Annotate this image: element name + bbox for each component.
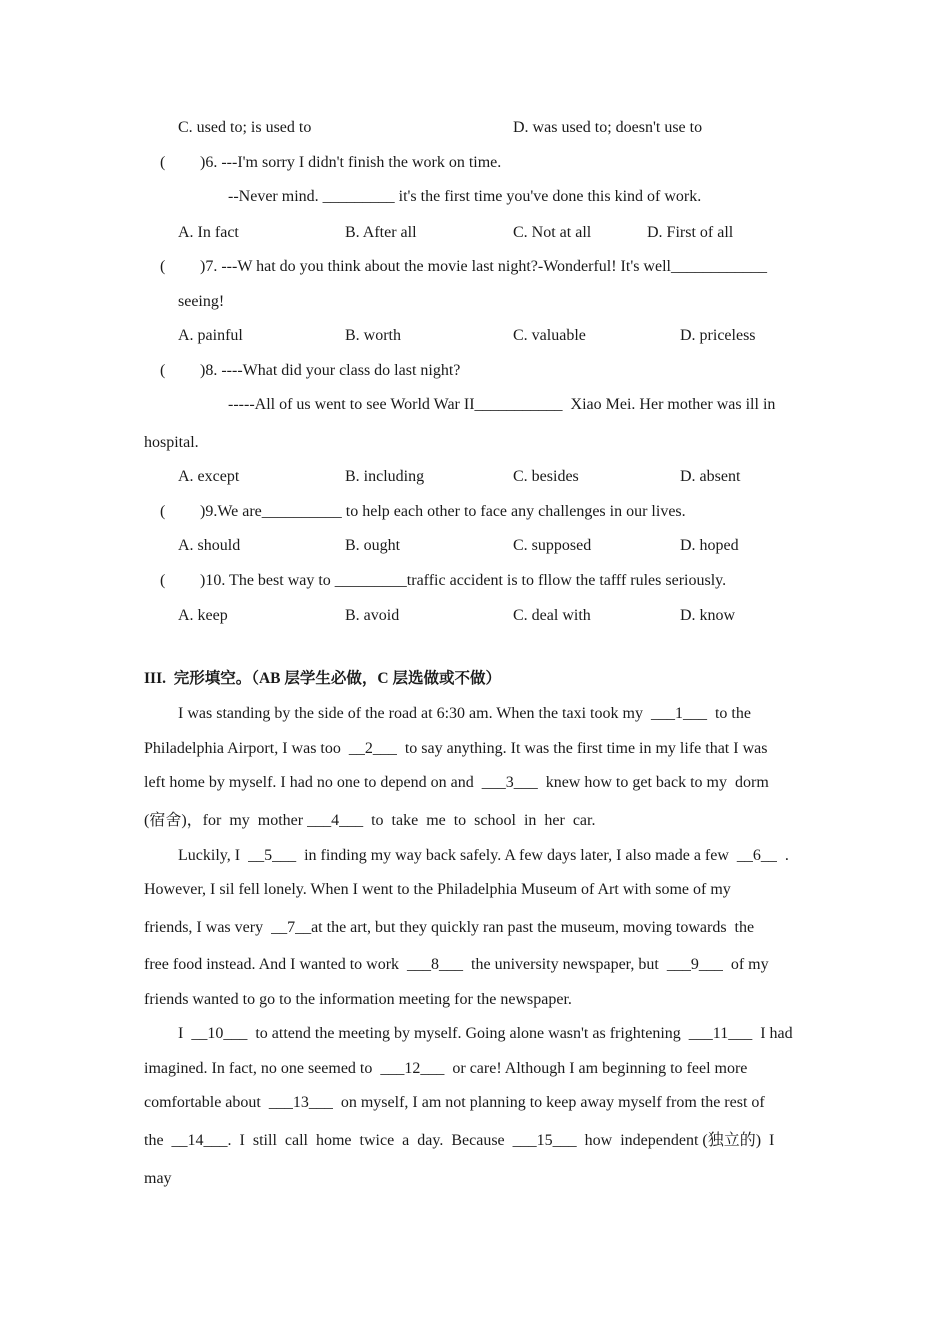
- q6-answer-paren: (: [160, 154, 166, 171]
- cloze-blank: ___3___: [481, 774, 538, 791]
- q8-reply-continuation: hospital.: [144, 434, 199, 451]
- cloze-line: free food instead. And I wanted to work ___8___ the university newspaper, but ___9___ of my: [144, 956, 769, 973]
- cloze-blank: ___4___: [307, 812, 364, 829]
- cloze-blank: __14___: [171, 1132, 228, 1149]
- cloze-line: the __14___. I still call home twice a day. Because ___15___ how independent (独立的) I: [144, 1132, 775, 1149]
- q8-option-c: C. besides: [513, 468, 579, 485]
- cloze-blank: __7__: [271, 919, 312, 936]
- cloze-line: friends, I was very __7__at the art, but they quickly ran past the museum, moving towards the: [144, 919, 755, 936]
- q7-stem: )7. ---W hat do you think about the movie last night?-Wonderful! It's well____________: [200, 258, 767, 275]
- q9-option-d: D. hoped: [680, 537, 739, 554]
- cloze-blank: ___11___: [688, 1025, 753, 1042]
- cloze-line: (宿舍)，for my mother ___4___ to take me to school in her car.: [144, 812, 596, 829]
- q8-option-d: D. absent: [680, 468, 741, 485]
- cloze-blank: ___13___: [268, 1094, 333, 1111]
- q9-answer-paren: (: [160, 503, 166, 520]
- q6-stem: )6. ---I'm sorry I didn't finish the work on time.: [200, 154, 502, 171]
- section-heading: III. 完形填空。（AB 层学生必做，C 层选做或不做）: [144, 670, 501, 687]
- q9-option-a: A. should: [178, 537, 241, 554]
- q9-option-c: C. supposed: [513, 537, 592, 554]
- q6-reply: --Never mind. _________ it's the first time you've done this kind of work.: [228, 188, 702, 205]
- q8-stem: )8. ----What did your class do last night?: [200, 362, 461, 379]
- cloze-blank: __6__: [736, 847, 777, 864]
- q9-stem: )9.We are__________ to help each other to face any challenges in our lives.: [200, 503, 686, 520]
- q10-option-a: A. keep: [178, 607, 228, 624]
- q6-option-d: D. First of all: [647, 224, 734, 241]
- cloze-blank: ___9___: [666, 956, 723, 973]
- cloze-blank: __10___: [191, 1025, 248, 1042]
- q6-option-a: A. In fact: [178, 224, 239, 241]
- q8-answer-paren: (: [160, 362, 166, 379]
- q10-stem: )10. The best way to _________traffic accident is to fllow the tafff rules seriously.: [200, 572, 727, 589]
- q8-option-a: A. except: [178, 468, 240, 485]
- q7-option-b: B. worth: [345, 327, 401, 344]
- q7-answer-paren: (: [160, 258, 166, 275]
- cloze-blank: ___15___: [512, 1132, 577, 1149]
- cloze-blank: __2___: [348, 740, 397, 757]
- cloze-line: imagined. In fact, no one seemed to ___12___ or care! Although I am beginning to feel more: [144, 1060, 748, 1077]
- q8-option-b: B. including: [345, 468, 425, 485]
- cloze-line: I was standing by the side of the road at 6:30 am. When the taxi took my ___1___ to the: [178, 705, 751, 722]
- q10-answer-paren: (: [160, 572, 166, 589]
- q9-option-b: B. ought: [345, 537, 401, 554]
- cloze-blank: ___8___: [407, 956, 464, 973]
- cloze-blank: ___1___: [650, 705, 707, 722]
- cloze-line: Luckily, I __5___ in finding my way back safely. A few days later, I also made a few __6__ .: [178, 847, 789, 864]
- q6-option-b: B. After all: [345, 224, 417, 241]
- q10-option-d: D. know: [680, 607, 736, 624]
- q10-option-b: B. avoid: [345, 607, 400, 624]
- cloze-line: Philadelphia Airport, I was too __2___ to say anything. It was the first time in my life that I was: [144, 740, 768, 757]
- q10-option-c: C. deal with: [513, 607, 591, 624]
- cloze-line: However, I sil fell lonely. When I went to the Philadelphia Museum of Art with some of my: [144, 881, 731, 898]
- q6-option-c: C. Not at all: [513, 224, 592, 241]
- cloze-line: comfortable about ___13___ on myself, I am not planning to keep away myself from the rest of: [144, 1094, 765, 1111]
- q5-option-d: D. was used to; doesn't use to: [513, 119, 703, 136]
- q5-option-c: C. used to; is used to: [178, 119, 312, 136]
- cloze-line: I __10___ to attend the meeting by myself. Going alone wasn't as frightening ___11___ I had: [178, 1025, 793, 1042]
- q7-stem-continuation: seeing!: [178, 293, 225, 310]
- q7-option-a: A. painful: [178, 327, 243, 344]
- q8-reply: -----All of us went to see World War II___________ Xiao Mei. Her mother was ill in: [228, 396, 776, 413]
- cloze-blank: __5___: [248, 847, 297, 864]
- cloze-blank: ___12___: [380, 1060, 445, 1077]
- cloze-line: left home by myself. I had no one to depend on and ___3___ knew how to get back to my dorm: [144, 774, 769, 791]
- q7-option-d: D. priceless: [680, 327, 756, 344]
- cloze-line: may: [144, 1170, 172, 1187]
- q7-option-c: C. valuable: [513, 327, 586, 344]
- cloze-line: friends wanted to go to the information meeting for the newspaper.: [144, 991, 572, 1008]
